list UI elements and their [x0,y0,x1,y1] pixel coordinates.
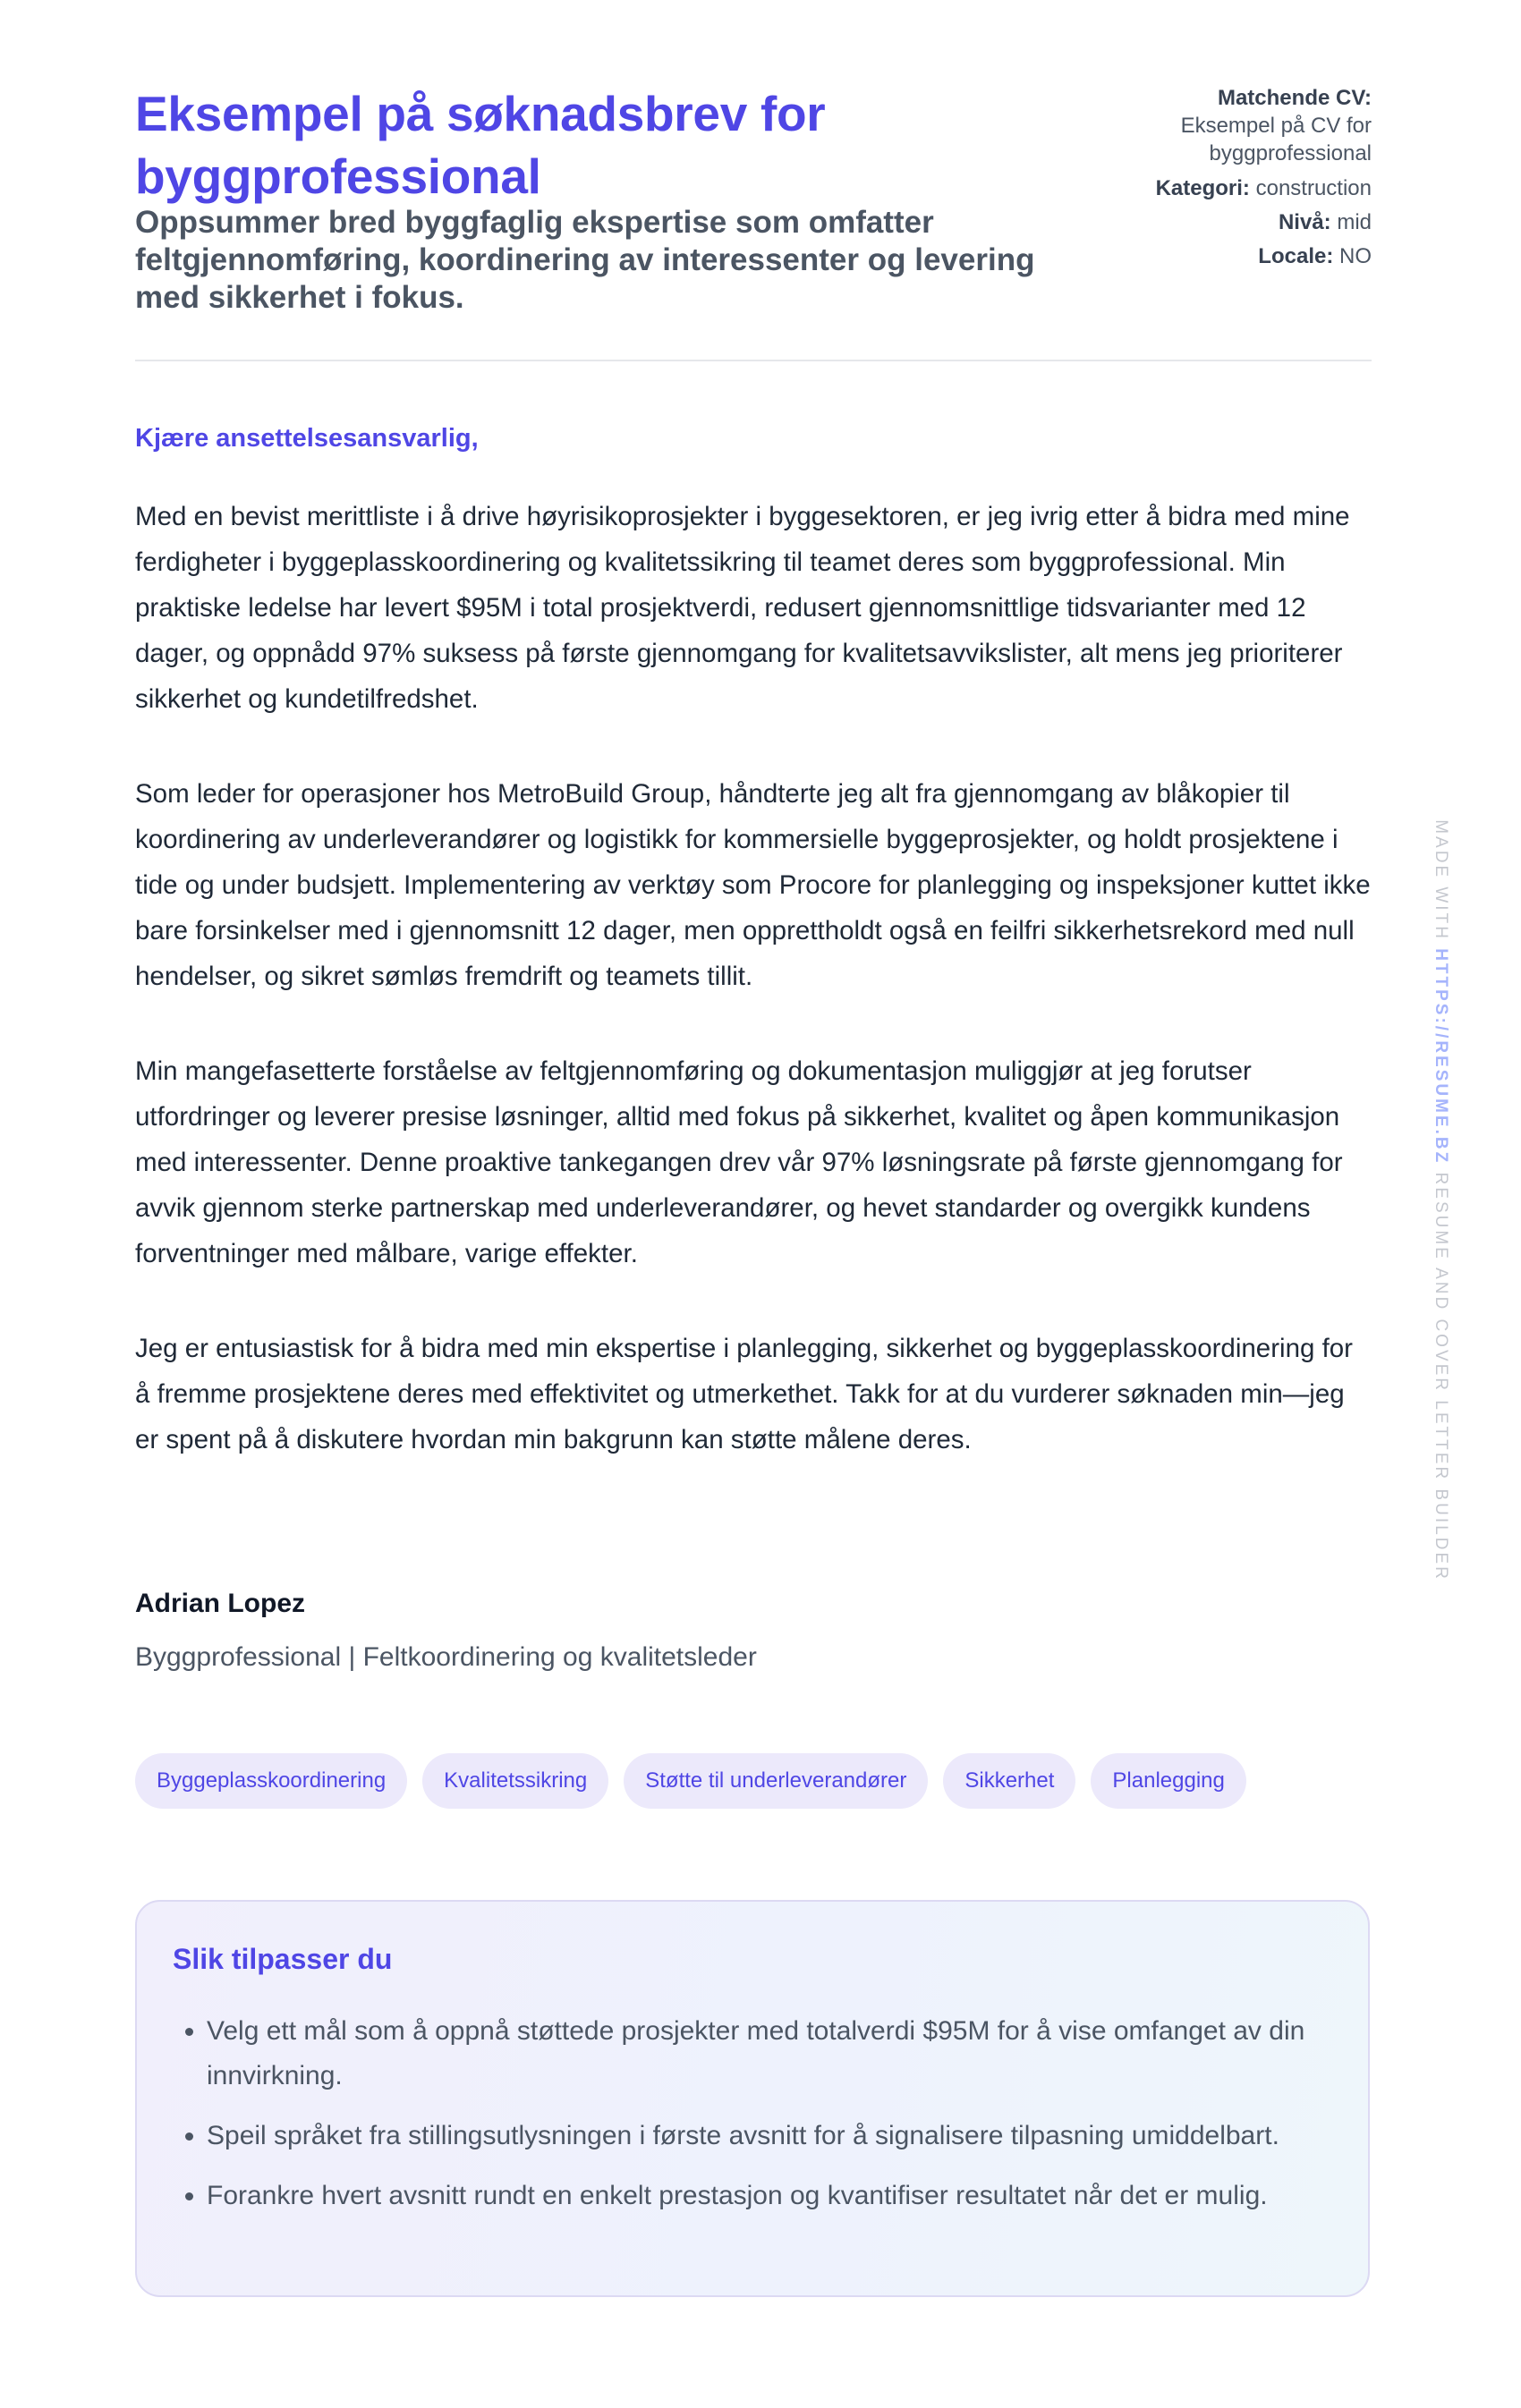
meta-matching-cv-value[interactable]: Eksempel på CV for byggprofessional [1180,114,1372,165]
tip-item: • Velg ett mål som å oppnå støttede prosjekter med totalverdi $95M for å vise omfanget av din innvirkning. [207,2009,1370,2099]
watermark-text [1431,819,1450,1581]
skill-tags [135,1753,1246,1809]
letter-paragraph: Med en bevist merittliste i å drive høyrisikoprosjekter i byggesektoren, er jeg ivrig etter å bidra med mine ferdigheter i byggeplasskoordinering og kvalitetssikring til teamet deres som byggprofessional. Min praktiske ledelse har levert $95M i total prosjektverdi, redusert gjennomsnittlige tidsvarianter med 12 dager, og oppnådd 97% suksess på første gjennomgang for kvalitetsavvikslister, alt mens jeg prioriterer sikkerhet og kundetilfredshet. [135,502,1350,714]
meta-locale-label: Locale: [1258,244,1334,268]
tip-item: • Speil språket fra stillingsutlysningen i første avsnitt for å signalisere tilpasning umiddelbart. [207,2114,1370,2158]
meta-level-value: mid [1337,210,1372,234]
watermark-prefix: MADE WITH [1432,819,1450,941]
letter-paragraph: Jeg er entusiastisk for å bidra med min ekspertise i planlegging, sikkerhet og byggeplasskoordinering for å fremme prosjektene deres med effektivitet og utmerkethet. Takk for at du vurderer søknaden min—jeg er spent på å diskutere hvordan min bakgrunn kan støtte målene deres. [135,1334,1354,1454]
page-subtitle: Oppsummer bred byggfaglig ekspertise som omfatter feltgjennomføring, koordinering av interessenter og levering med sikkerhet i fokus. [135,205,1035,315]
skill-tag: Sikkerhet [943,1753,1075,1809]
letter-body [135,494,1372,1512]
tips-title: Slik tilpasser du [173,1943,393,1975]
meta-panel [1076,84,1372,276]
watermark-suffix: RESUME AND COVER LETTER BUILDER [1432,1172,1450,1581]
skill-tag: Støtte til underleverandører [624,1753,928,1809]
page-title: Eksempel på søknadsbrev for byggprofessional [135,86,826,204]
skill-tag: Planlegging [1091,1753,1245,1809]
meta-locale [1076,242,1372,270]
meta-category-label: Kategori: [1155,176,1250,200]
letter-paragraph: Som leder for operasjoner hos MetroBuild Group, håndterte jeg alt fra gjennomgang av blåkopier til koordinering av underleverandører og logistikk for kommersielle byggeprosjekter, og holdt prosjektene i tide og under budsjett. Implementering av verktøy som Procore for planlegging og inspeksjoner kuttet ikke bare forsinkelser med i gjennomsnitt 12 dager, men opprettholdt også en feilfri sikkerhetsrekord med null hendelser, og sikret sømløs fremdrift og teamets tillit. [135,779,1371,991]
tips-list [173,2009,1370,2234]
salutation: Kjære ansettelsesansvarlig, [135,424,479,453]
tips-box [135,1900,1370,2297]
letter-paragraph: Min mangefasetterte forståelse av feltgjennomføring og dokumentasjon muliggjør at jeg forutser utfordringer og leverer presise løsninger, alltid med fokus på sikkerhet, kvalitet og åpen kommunikasjon med interessenter. Denne proaktive tankegangen drev vår 97% løsningsrate på første gjennomgang for avvik gjennom sterke partnerskap med underleverandører, og hevet standarder og overgikk kundens forventninger med målbare, varige effekter. [135,1056,1343,1268]
signature-role: Byggprofessional | Feltkoordinering og kvalitetsleder [135,1642,757,1672]
meta-level-label: Nivå: [1278,210,1331,234]
meta-category-value: construction [1255,176,1372,200]
meta-matching-cv-label: Matchende CV: [1217,86,1372,110]
signature-name: Adrian Lopez [135,1589,306,1618]
tip-item: • Forankre hvert avsnitt rundt en enkelt prestasjon og kvantifiser resultatet når det er mulig. [207,2174,1370,2218]
meta-locale-value: NO [1339,244,1372,268]
meta-category [1076,174,1372,202]
meta-matching-cv [1076,84,1372,167]
skill-tag: Kvalitetssikring [422,1753,608,1809]
skill-tag: Byggeplasskoordinering [135,1753,407,1809]
watermark-link[interactable]: HTTPS://RESUME.BZ [1432,948,1450,1166]
letter-header [135,0,1372,361]
header-divider [135,360,1372,361]
cover-letter-page [135,0,1372,2210]
meta-level [1076,208,1372,236]
